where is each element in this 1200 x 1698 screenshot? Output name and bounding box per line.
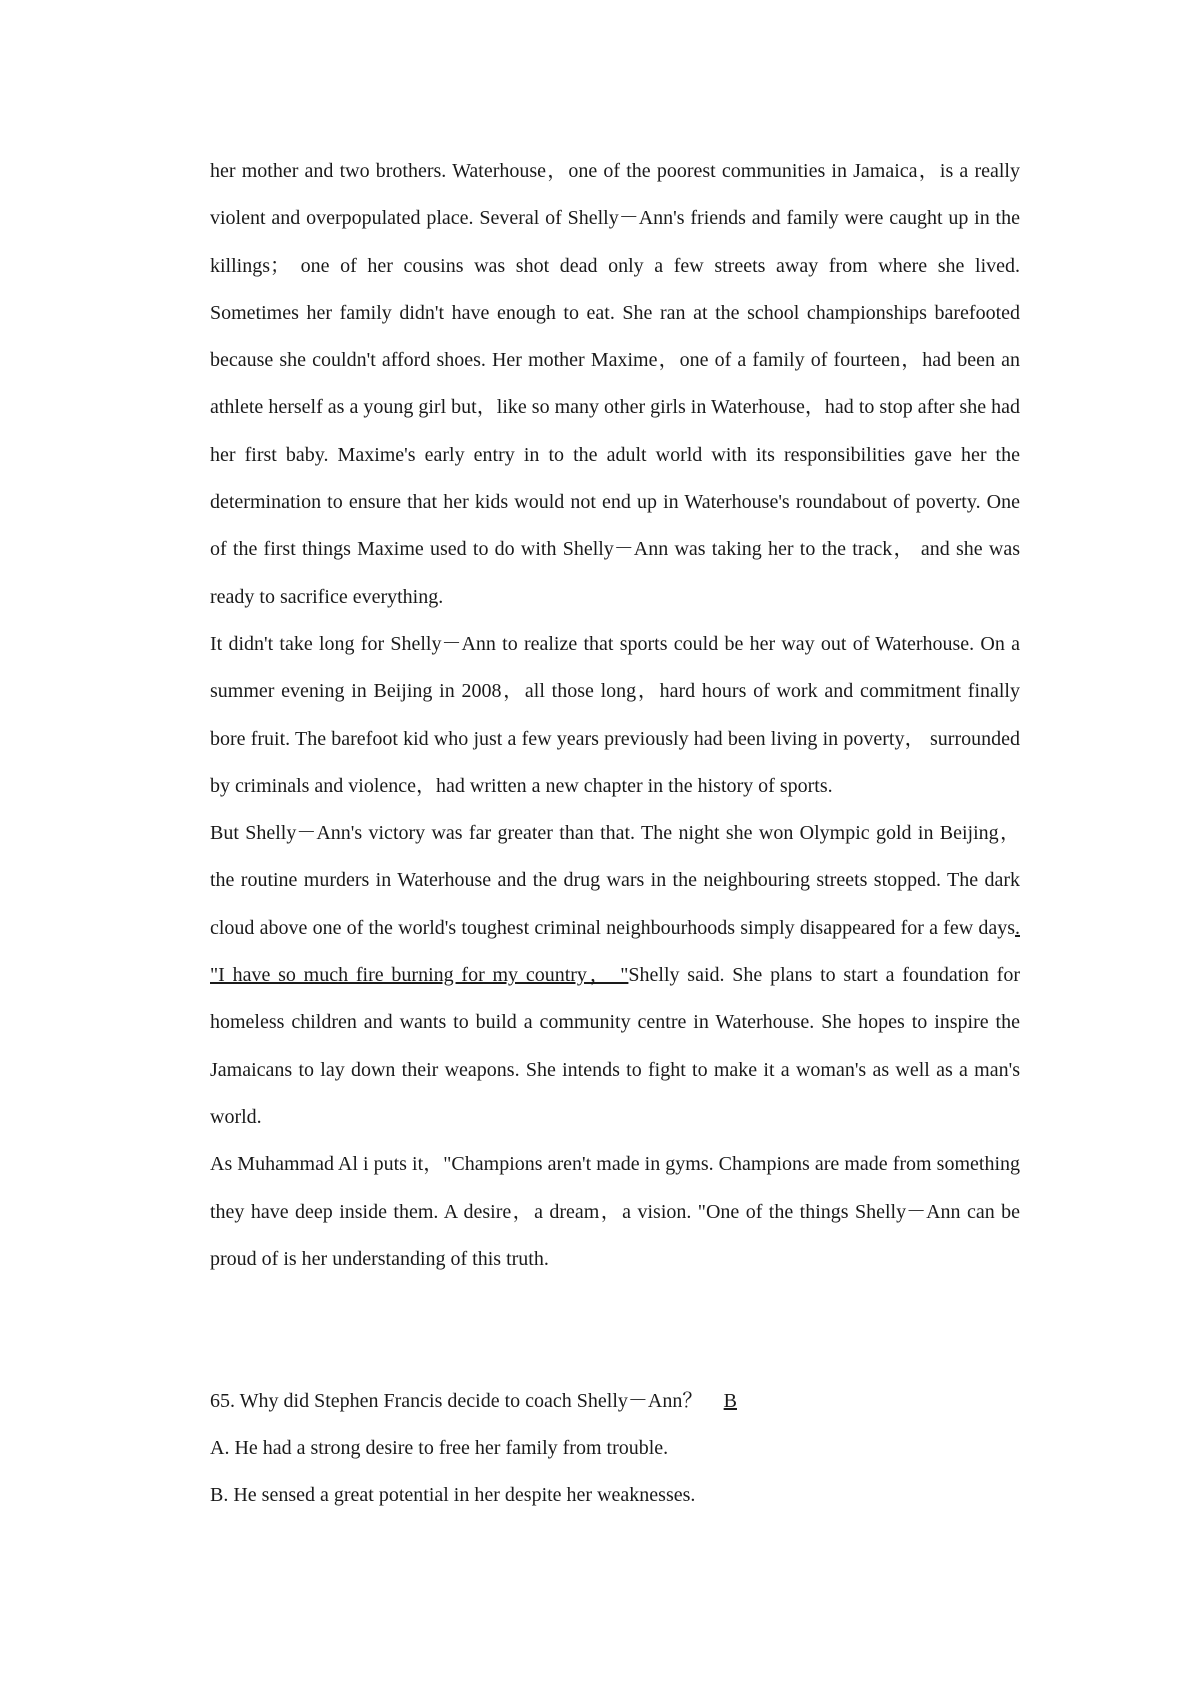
answer-blank: B (723, 1390, 737, 1413)
question-stem (210, 1378, 1020, 1425)
option-b: B. He sensed a great potential in her despite her weaknesses. (210, 1484, 696, 1507)
underlined-quote: . "I have so much fire burning for my country， " (210, 916, 1020, 987)
passage-paragraph-1: her mother and two brothers. Waterhouse，one of the poorest communities in Jamaica，is a really violent and overpopulated place. Several of Shelly－Ann's friends and family were caught up in the killings； one of her cousins was shot dead only a few streets away from where she lived. Sometimes her family didn't have enough to eat. She ran at the school championships barefooted because she couldn't afford shoes. Her mother Maxime，one of a family of fourteen，had been an athlete herself as a young girl but，like so many other girls in Waterhouse，had to stop after she had her first baby. Maxime's early entry in to the adult world with its responsibilities gave her the determination to ensure that her kids would not end up in Waterhouse's roundabout of poverty. One of the first things Maxime used to do with Shelly－Ann was taking her to the track， and she was ready to sacrifice everything. (210, 160, 1020, 608)
question-text: 65. Why did Stephen Francis decide to coach Shelly－Ann？ (210, 1390, 703, 1413)
passage-paragraph-3-end: Shelly said. She plans to start a foundation for homeless children and wants to build a community centre in Waterhouse. She hopes to inspire the Jamaicans to lay down their weapons. She intends to fight to make it a woman's as well as a man's world. (210, 964, 1020, 1128)
document-body (210, 148, 1020, 1519)
passage-paragraph-2: It didn't take long for Shelly－Ann to realize that sports could be her way out of Waterhouse. On a summer evening in Beijing in 2008，all those long，hard hours of work and commitment finally bore fruit. The barefoot kid who just a few years previously had been living in poverty， surrounded by criminals and violence，had written a new chapter in the history of sports. (210, 632, 1020, 797)
passage-paragraph-3-start: But Shelly－Ann's victory was far greater than that. The night she won Olympic gold in Beijing，the routine murders in Waterhouse and the drug wars in the neighbouring streets stopped. The dark cloud above one of the world's toughest criminal neighbourhoods simply disappeared for a few days (210, 822, 1020, 939)
passage-paragraph-4: As Muhammad Al i puts it，"Champions aren't made in gyms. Champions are made from something they have deep inside them. A desire，a dream，a vision. "One of the things Shelly－Ann can be proud of is her understanding of this truth. (210, 1153, 1020, 1270)
spacer (210, 1283, 1020, 1378)
option-a: A. He had a strong desire to free her family from trouble. (210, 1437, 669, 1460)
passage-paragraph-3 (210, 810, 1020, 1141)
